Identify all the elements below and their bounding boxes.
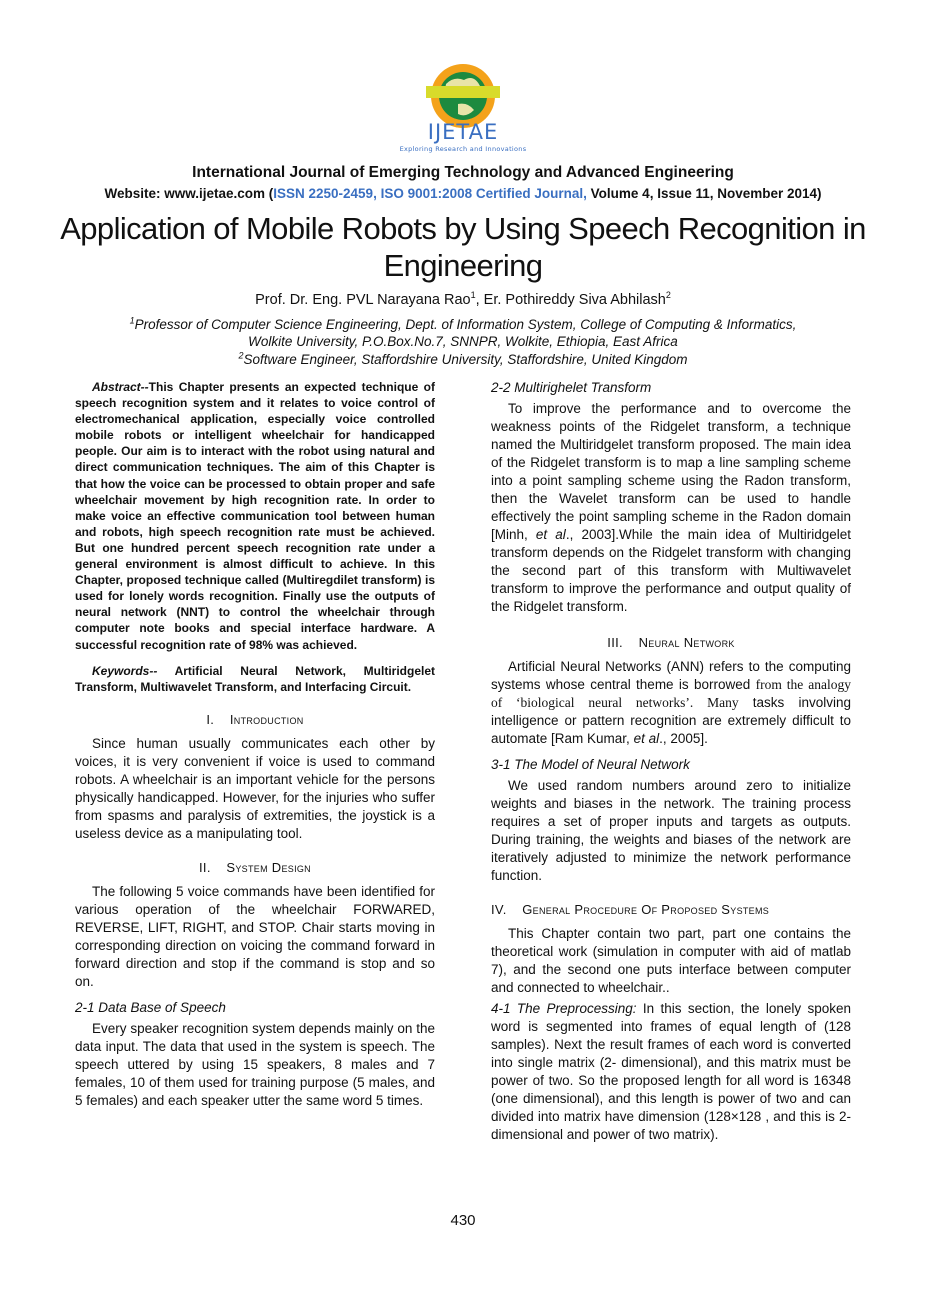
logo-tagline: Exploring Research and Innovations xyxy=(399,145,527,153)
text-part: ., 2005]. xyxy=(659,731,708,746)
section-number: IV. xyxy=(491,902,507,917)
general-procedure-text: This Chapter contain two part, part one contains the theoretical work (simulation in computer with aid of matlab 7), and the second one puts interface between computer and connected to wheelchair.. xyxy=(491,926,851,995)
journal-info xyxy=(0,186,926,201)
authors xyxy=(0,292,926,308)
journal-logo xyxy=(388,60,538,160)
section-heading-system-design xyxy=(75,859,435,877)
section-number: II. xyxy=(199,859,211,875)
page-number: 430 xyxy=(450,1212,476,1229)
abstract-label: Abstract-- xyxy=(92,380,149,394)
section-heading-introduction xyxy=(75,711,435,729)
text-part-serif: from the analogy of ‘biological neural networks’. Many xyxy=(491,677,851,710)
et-al: et al xyxy=(633,731,660,746)
paper-title: Application of Mobile Robots by Using Speech Recognition in Engineering xyxy=(60,211,866,283)
section-title: Introduction xyxy=(229,711,304,727)
preprocessing-text xyxy=(491,1000,851,1144)
author-2-sup: 2 xyxy=(665,290,671,301)
affiliation-2 xyxy=(60,351,866,368)
author-1: Prof. Dr. Eng. PVL Narayana Rao xyxy=(255,292,471,308)
text-part: Artificial Neural Networks (ANN) refers to the computing systems whose central theme is borrowed xyxy=(491,659,851,692)
issn-text: ISSN 2250-2459, ISO 9001:2008 Certified Journal, xyxy=(273,186,587,201)
affil-2-text: Software Engineer, Staffordshire University, Staffordshire, United Kingdom xyxy=(243,352,688,367)
affil-2-sup: 2 xyxy=(238,350,244,361)
logo-text: IJETAE xyxy=(427,120,499,144)
section-title: General Procedure Of Proposed Systems xyxy=(522,902,770,917)
preprocessing-heading: 4-1 The Preprocessing: xyxy=(491,1001,637,1016)
journal-name: International Journal of Emerging Technology and Advanced Engineering xyxy=(192,164,734,181)
volume-text: Volume 4, Issue 11, November 2014) xyxy=(586,186,822,201)
website-label: Website: www.ijetae.com ( xyxy=(104,186,274,201)
introduction-text: Since human usually communicates each other by voices, it is very convenient if voice is used to command robots. A wheelchair is an important vehicle for the persons physically handicapped. However, for the injuries who suffer from spasms and paralysis of extremities, the joystick is a useless device as a manipulating tool. xyxy=(75,735,435,841)
model-text: We used random numbers around zero to initialize weights and biases in the network. The training process requires a set of proper inputs and targets as outputs. During training, the weights and biases of the network are iteratively adjusted to minimize the network performance function. xyxy=(491,778,851,883)
section-title: Neural Network xyxy=(638,635,735,650)
keywords-text: Artificial Neural Network, Multiridgelet Transform, Multiwavelet Transform, and Interfacing Circuit. xyxy=(75,663,435,694)
neural-network-text xyxy=(491,658,851,748)
data-base-text: Every speaker recognition system depends mainly on the data input. The data that used in the system is speech. The speech uttered by using 15 speakers, 8 males and 7 females, 10 of them used for training purpose (5 males, and 5 females) and each speaker utter the same word 5 times. xyxy=(75,1020,435,1108)
section-number: III. xyxy=(607,635,623,650)
preprocessing-body: In this section, the lonely spoken word is segmented into frames of equal length of (128 samples). Next the result frames of each word is converted into single matrix (2- dimensional), and this matrix must be power of two. So the proposed length for all word is 16348 (one dimensional), and this length is power of two and can divided into matrix have dimension (128×128 , and this is 2- dimensional and power of two matrix). xyxy=(491,1001,851,1142)
et-al: et al xyxy=(535,527,566,542)
affil-1-sup: 1 xyxy=(129,315,135,326)
text-part: To improve the performance and to overcome the weakness points of the Ridgelet transform, a technique named the Multiridgelet transform proposed. The main idea of the Ridgelet transform is to map a line sampling scheme into a point sampling scheme using the Radon transform, then the Wavelet transform can be used to handle effectively the point sampling scheme in the Radon domain [Minh, xyxy=(491,401,851,542)
keywords-label: Keywords-- xyxy=(92,663,158,678)
subsection-heading-2-2: 2-2 Multirighelet Transform xyxy=(491,380,652,395)
subsection-heading-2-1: 2-1 Data Base of Speech xyxy=(75,999,226,1015)
section-heading-general-procedure xyxy=(491,901,851,919)
section-number: I. xyxy=(206,711,215,727)
subsection-heading-3-1: 3-1 The Model of Neural Network xyxy=(491,757,690,772)
author-2: , Er. Pothireddy Siva Abhilash xyxy=(475,292,666,308)
affil-1-line-2: Wolkite University, P.O.Box.No.7, SNNPR, Wolkite, Ethiopia, East Africa xyxy=(248,334,678,349)
abstract xyxy=(75,379,435,653)
section-title: System Design xyxy=(226,859,311,875)
affil-1-line-1: Professor of Computer Science Engineering, Dept. of Information System, College of Computing & Informatics, xyxy=(134,317,797,332)
affiliation-1 xyxy=(60,316,866,350)
system-design-text: The following 5 voice commands have been identified for various operation of the wheelchair FORWARED, REVERSE, LIFT, RIGHT, and STOP. Chair starts moving in corresponding direction on voicing the command forward in forward direction and stop if the command is stop and so on. xyxy=(75,883,435,989)
text-part: tasks involving intelligence or pattern recognition are extremely difficult to automate [Ram Kumar, xyxy=(491,695,851,746)
multiridgelet-text xyxy=(491,400,851,616)
keywords xyxy=(75,663,435,695)
abstract-text: This Chapter presents an expected technique of speech recognition system and it relates to voice control of electromechanical application, especially voice controlled mobile robots or intelligent wheelchair for handicapped people. Our aim is to interact with the robot using natural and direct communication techniques. The aim of this Chapter is that how the voice can be processed to obtain proper and safe wheelchair movement by high recognition rate. In order to make voice an effective communication tool between human and robots, high speech recognition rate must be achieved. But one hundred percent speech recognition rate under a general environment is almost difficult to achieve. In this Chapter, proposed technique called (Multiregdilet transform) is used for lonely words recognition. Finally use the outputs of neural network (NNT) to control the wheelchair through computer note books and special interface hardware. A successful recognition rate of 98% was achieved. xyxy=(75,380,435,652)
right-column xyxy=(491,379,851,1144)
text-part: ., 2003].While the main idea of Multiridgelet transform depends on the Ridgelet transform with changing the second part of this transform with Multiwavelet transform to improve the performance and output quality of the Ridgelet transform. xyxy=(491,527,851,614)
section-heading-neural-network xyxy=(491,634,851,652)
author-1-sup: 1 xyxy=(470,290,476,301)
left-column xyxy=(75,379,435,1110)
